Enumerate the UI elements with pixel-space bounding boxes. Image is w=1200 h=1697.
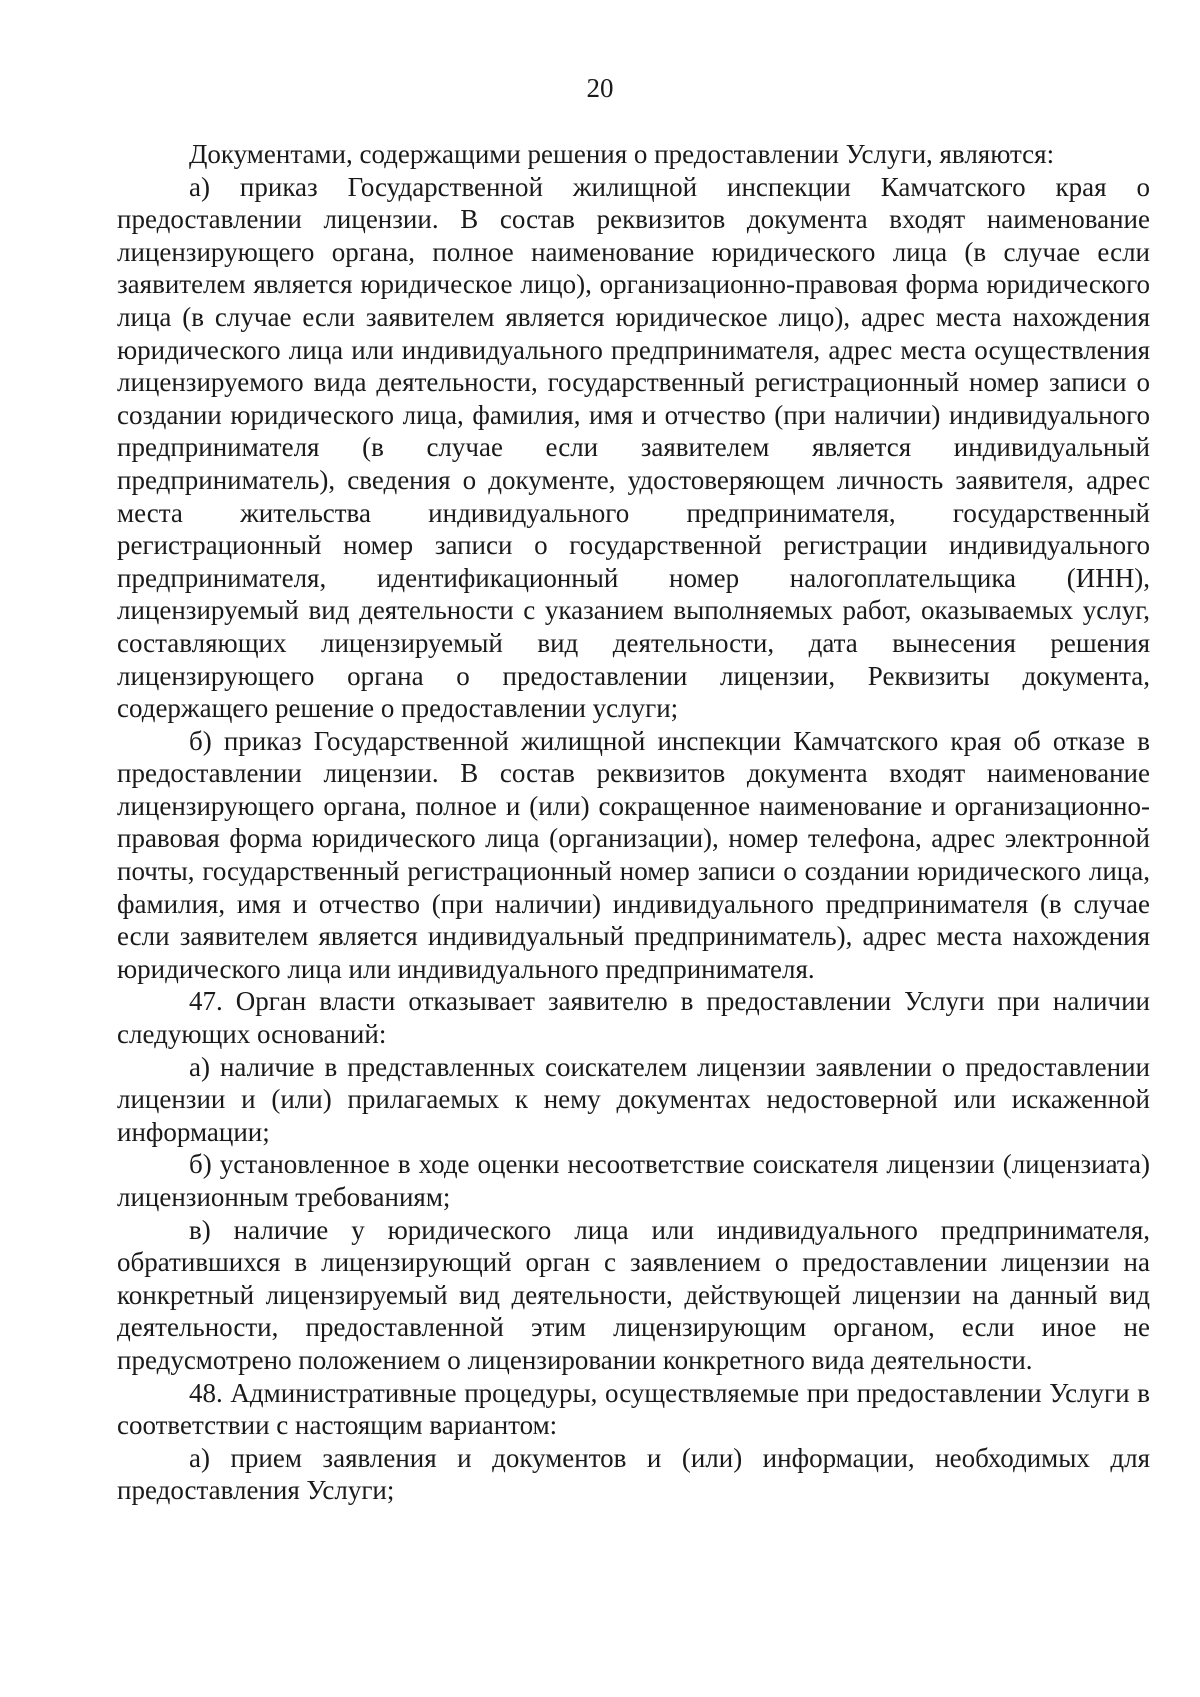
paragraph-clause-47: 47. Орган власти отказывает заявителю в предоставлении Услуги при наличии следующих оснований: — [117, 986, 1150, 1050]
paragraph-clause-48-a: а) прием заявления и документов и (или) информации, необходимых для предоставления Услуги; — [117, 1442, 1150, 1506]
paragraph-clause-48: 48. Административные процедуры, осуществляемые при предоставлении Услуги в соответствии с настоящим вариантом: — [117, 1377, 1150, 1441]
paragraph-clause-47-c: в) наличие у юридического лица или индивидуального предпринимателя, обратившихся в лицензирующий орган с заявлением о предоставлении лицензии на конкретный лицензируемый вид деятельности, действующей лицензии на данный вид деятельности, предоставленной этим лицензирующим органом, если иное не предусмотрено положением о лицензировании конкретного вида деятельности. — [117, 1214, 1150, 1375]
paragraph-item-b-license-refusal: б) приказ Государственной жилищной инспекции Камчатского края об отказе в предоставлении лицензии. В состав реквизитов документа входят наименование лицензирующего органа, полное и (или) сокращенное наименование и организационно-правовая форма юридического лица (организации), номер телефона, адрес электронной почты, государственный регистрационный номер записи о создании юридического лица, фамилия, имя и отчество (при наличии) индивидуального предпринимателя (в случае если заявителем является индивидуальный предприниматель), адрес места нахождения юридического лица или индивидуального предпринимателя. — [117, 725, 1150, 984]
paragraph-item-a-license-grant: а) приказ Государственной жилищной инспекции Камчатского края о предоставлении лицензии. В состав реквизитов документа входят наименование лицензирующего органа, полное наименование юридического лица (в случае если заявителем является юридическое лицо), организационно-правовая форма юридического лица (в случае если заявителем является юридическое лицо), адрес места нахождения юридического лица или индивидуального предпринимателя, адрес места осуществления лицензируемого вида деятельности, государственный регистрационный номер записи о создании юридического лица, фамилия, имя и отчество (при наличии) индивидуального предпринимателя (в случае если заявителем является индивидуальный предприниматель), сведения о документе, удостоверяющем личность заявителя, адрес места жительства индивидуального предпринимателя, государственный регистрационный номер записи о государственной регистрации индивидуального предпринимателя, идентификационный номер налогоплательщика (ИНН), лицензируемый вид деятельности с указанием выполняемых работ, оказываемых услуг, составляющих лицензируемый вид деятельности, дата вынесения решения лицензирующего органа о предоставлении лицензии, Реквизиты документа, содержащего решение о предоставлении услуги; — [117, 171, 1150, 724]
paragraph-intro: Документами, содержащими решения о предоставлении Услуги, являются: — [189, 139, 1055, 169]
page-number: 20 — [586, 73, 614, 103]
paragraph-clause-47-a: а) наличие в представленных соискателем лицензии заявлении о предоставлении лицензии и (или) прилагаемых к нему документах недостоверной или искаженной информации; — [117, 1051, 1150, 1147]
document-body — [117, 138, 1150, 1507]
paragraph-clause-47-b: б) установленное в ходе оценки несоответствие соискателя лицензии (лицензиата) лицензионным требованиям; — [117, 1149, 1150, 1212]
